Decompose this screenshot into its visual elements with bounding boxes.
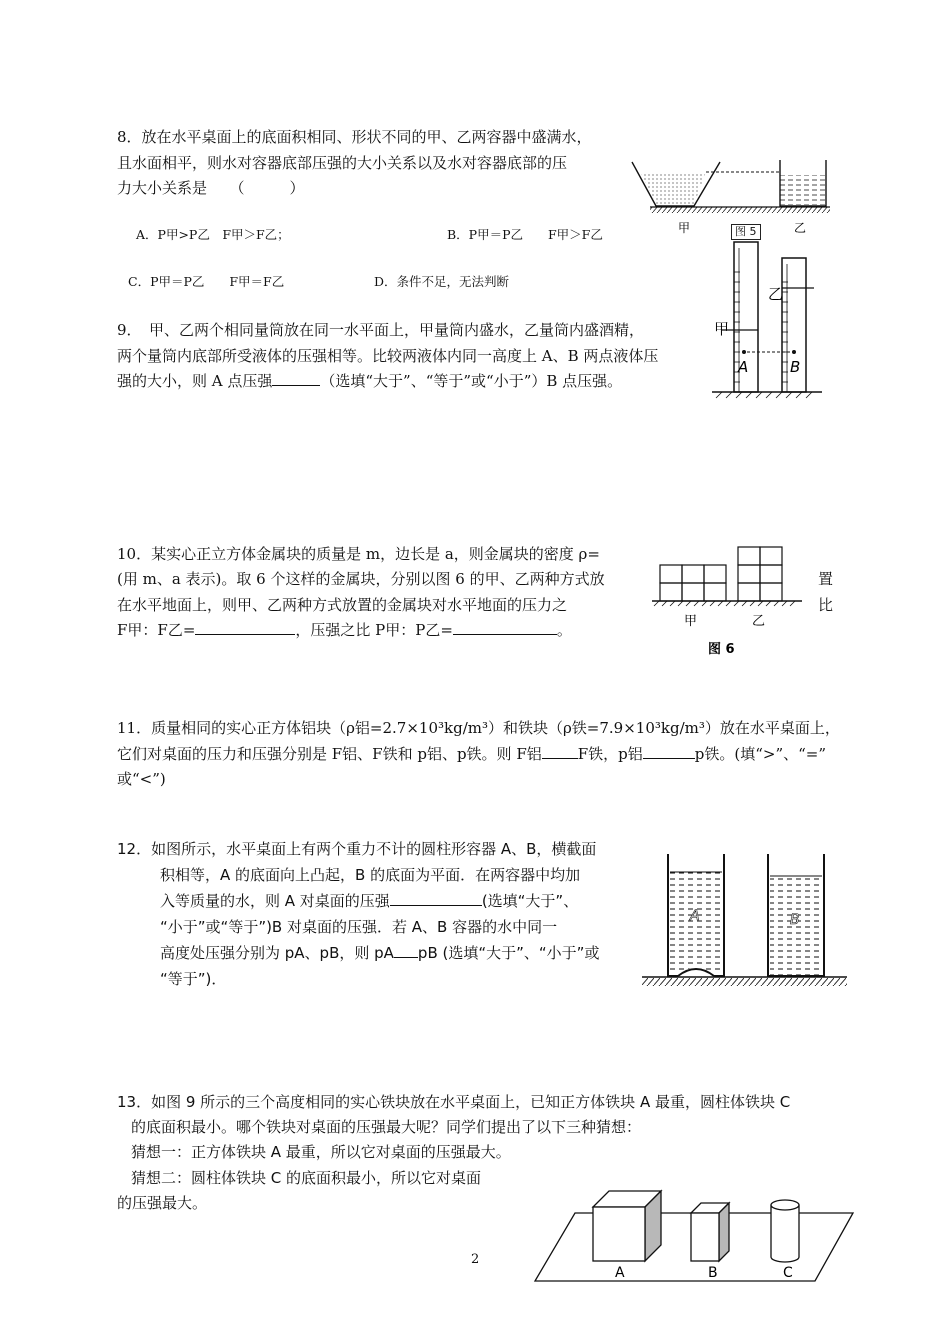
q9-line-3: 强的大小，则 A 点压强 （选填“大于”、“等于”或“小于”）B 点压强。 bbox=[117, 372, 623, 390]
q8-line-2: 且水面相平，则水对容器底部压强的大小关系以及水对容器底部的压 bbox=[117, 154, 568, 172]
q10-right-char-1: 置 bbox=[818, 570, 834, 588]
cyl-point-b-label: B bbox=[790, 358, 801, 376]
q13-guess-2b: 的压强最大。 bbox=[117, 1194, 208, 1212]
q12-fig-b-label: B bbox=[790, 912, 800, 928]
fig5-jia-label: 甲 bbox=[678, 221, 691, 235]
q11-line-3: 或“<”) bbox=[117, 770, 166, 788]
container-jia bbox=[640, 172, 706, 204]
q13-guess-1: 猜想一：正方体铁块 A 最重，所以它对桌面的压强最大。 bbox=[131, 1143, 511, 1161]
q9-figure-cylinders bbox=[712, 242, 822, 402]
q10-right-char-2: 比 bbox=[818, 596, 834, 614]
q10-line-2: (用 m、a 表示)。取 6 个这样的金属块，分别以图 6 的甲、乙两种方式放 bbox=[117, 570, 605, 588]
q11-line-2: 它们对桌面的压力和压强分别是 F铝、F铁和 p铝、p铁。则 F铝 F铁，p铝 p铁。(填“>”、“=” bbox=[117, 745, 827, 763]
q13-line-2: 的底面积最小。哪个铁块对桌面的压强最大呢？同学们提出了以下三种猜想： bbox=[131, 1118, 642, 1136]
q12-fig-a-label: A bbox=[690, 908, 700, 924]
q12-line-3: 入等质量的水，则 A 对桌面的压强 (选填“大于”、 bbox=[160, 892, 579, 910]
container-yi bbox=[780, 175, 826, 205]
fig6-caption: 图 6 bbox=[708, 642, 735, 657]
q8-option-d: D．条件不足，无法判断 bbox=[374, 274, 510, 289]
q9-line-1: 9． 甲、乙两个相同量筒放在同一水平面上，甲量筒内盛水，乙量筒内盛酒精， bbox=[117, 321, 645, 339]
q13-fig-a-label: A bbox=[615, 1265, 625, 1281]
q10-line-1: 10．某实心正立方体金属块的质量是 m，边长是 a，则金属块的密度 ρ= bbox=[117, 545, 600, 563]
q12-line-1: 12．如图所示，水平桌面上有两个重力不计的圆柱形容器 A、B，横截面 bbox=[117, 840, 597, 858]
q8-option-a: A．P甲>P乙 F甲＞F乙； bbox=[136, 227, 290, 242]
q10-line-4: F甲：F乙= ，压强之比 P甲：P乙= 。 bbox=[117, 621, 572, 639]
fig6-yi-label: 乙 bbox=[752, 614, 766, 629]
q12-line-2: 积相等，A 的底面向上凸起，B 的底面为平面．在两容器中均加 bbox=[160, 866, 581, 884]
q8-option-b: B．P甲＝P乙 F甲＞F乙 bbox=[447, 227, 603, 242]
q13-line-1: 13．如图 9 所示的三个高度相同的实心铁块放在水平桌面上，已知正方体铁块 A 最重，圆柱体铁块 C bbox=[117, 1093, 791, 1111]
q13-fig-b-label: B bbox=[708, 1265, 718, 1281]
q13-guess-2a: 猜想二：圆柱体铁块 C 的底面积最小，所以它对桌面 bbox=[131, 1169, 482, 1187]
q13-fig-c-label: C bbox=[783, 1265, 793, 1281]
cyl-point-a-label: A bbox=[738, 358, 749, 376]
q8-option-c: C．P甲＝P乙 F甲＝F乙 bbox=[128, 274, 285, 289]
page-number: 2 bbox=[471, 1252, 480, 1267]
q12-line-4: “小于”或“等于”)B 对桌面的压强．若 A、B 容器的水中同一 bbox=[160, 918, 558, 936]
q10-line-3: 在水平地面上，则甲、乙两种方式放置的金属块对水平地面的压力之 bbox=[117, 596, 568, 614]
q8-line-1: 8．放在水平桌面上的底面积相同、形状不同的甲、乙两容器中盛满水， bbox=[117, 128, 592, 146]
q10-figure-blocks bbox=[652, 545, 812, 660]
cyl-yi-label: 乙 bbox=[768, 285, 784, 303]
cyl-jia-label: 甲 bbox=[714, 320, 730, 338]
q12-figure-containers bbox=[642, 852, 847, 987]
q12-line-6: “等于”)． bbox=[160, 970, 227, 988]
q8-line-3: 力大小关系是 （ ） bbox=[117, 179, 305, 197]
fig6-jia-label: 甲 bbox=[684, 614, 698, 629]
q11-line-1: 11．质量相同的实心正方体铝块（ρ铝=2.7×10³kg/m³）和铁块（ρ铁=7.9×10³kg/m³）放在水平桌面上， bbox=[117, 719, 840, 737]
fig5-caption: 图 5 bbox=[731, 224, 761, 240]
q13-figure-blocks bbox=[535, 1185, 855, 1285]
q9-line-2: 两个量筒内底部所受液体的压强相等。比较两液体内同一高度上 A、B 两点液体压 bbox=[117, 347, 659, 365]
fig5-yi-label: 乙 bbox=[794, 221, 807, 235]
q12-line-5: 高度处压强分别为 pA、pB，则 pA pB (选填“大于”、“小于”或 bbox=[160, 944, 600, 962]
